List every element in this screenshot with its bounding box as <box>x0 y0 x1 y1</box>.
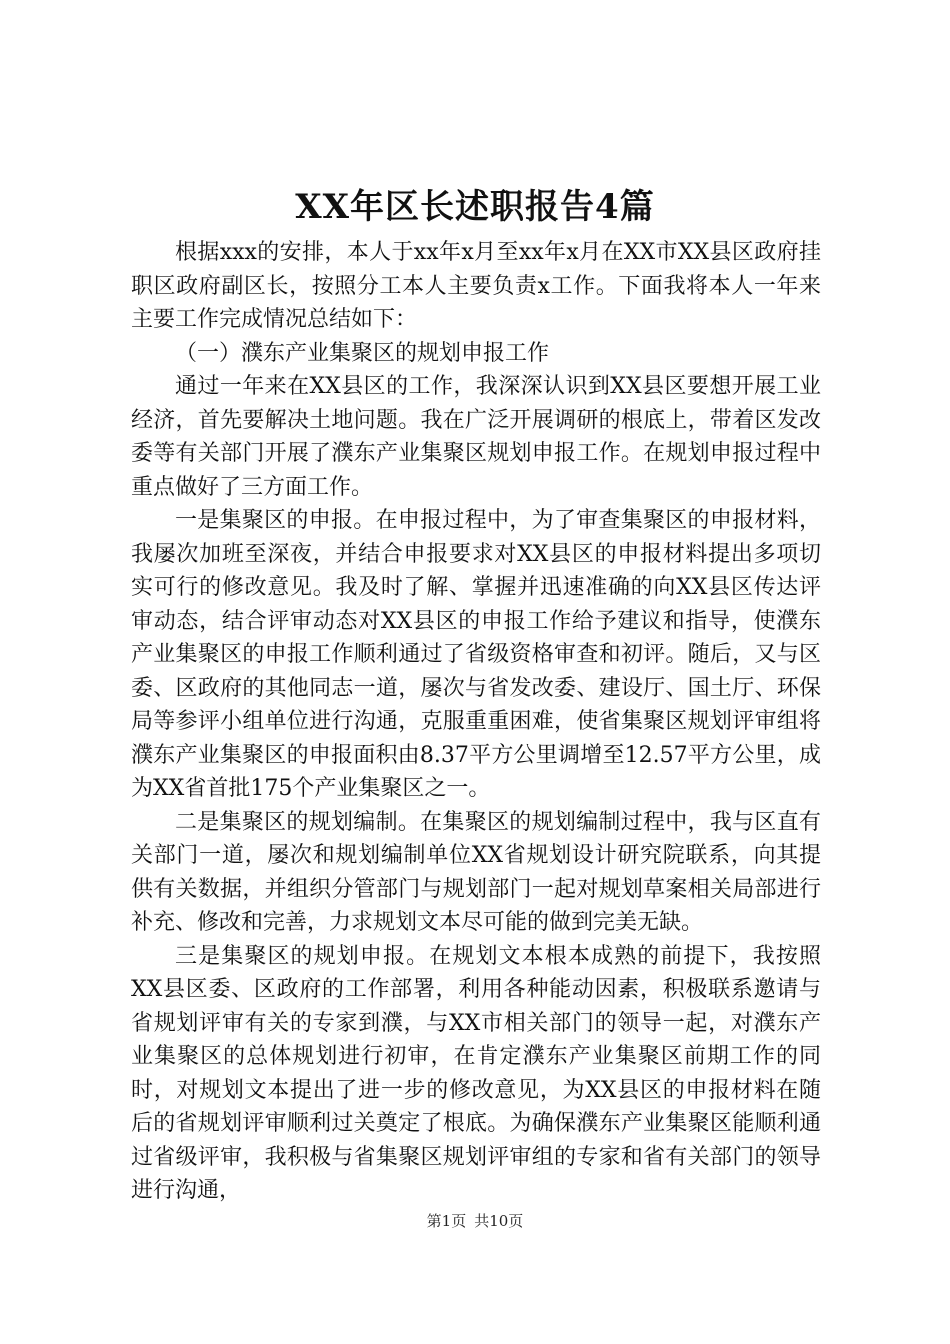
page-total: 共10页 <box>474 1212 524 1230</box>
page-number: 第1页 <box>426 1212 467 1230</box>
paragraph-point-two: 二是集聚区的规划编制。在集聚区的规划编制过程中，我与区直有关部门一道，屡次和规划编制单位XX省规划设计研究院联系，向其提供有关数据，并组织分管部门与规划部门一起对规划草案相关局部进行补充、修改和完善，力求规划文本尽可能的做到完美无缺。 <box>131 809 821 935</box>
paragraph-point-one: 一是集聚区的申报。在申报过程中，为了审查集聚区的申报材料，我屡次加班至深夜，并结合申报要求对XX县区的申报材料提出多项切实可行的修改意见。我及时了解、掌握并迅速准确的向XX县区传达评审动态，结合评审动态对XX县区的申报工作给予建议和指导，使濮东产业集聚区的申报工作顺利通过了省级资格审查和初评。随后，又与区委、区政府的其他同志一道，屡次与省发改委、建设厅、国土厅、环保局等参评小组单位进行沟通，克服重重困难，使省集聚区规划评审组将濮东产业集聚区的申报面积由8.37平方公里调增至12.57平方公里，成为XX省首批175个产业集聚区之一。 <box>131 508 821 801</box>
paragraph-point-three: 三是集聚区的规划申报。在规划文本根本成熟的前提下，我按照XX县区委、区政府的工作部署，利用各种能动因素，积极联系邀请与省规划评审有关的专家到濮，与XX市相关部门的领导一起，对濮东产业集聚区的总体规划进行初审，在肯定濮东产业集聚区前期工作的同时，对规划文本提出了进一步的修改意见，为XX县区的申报材料在随后的省规划评审顺利过关奠定了根底。为确保濮东产业集聚区能顺利通过省级评审，我积极与省集聚区规划评审组的专家和省有关部门的领导进行沟通， <box>131 943 821 1203</box>
paragraph-intro: 根据xxx的安排，本人于xx年x月至xx年x月在XX市XX县区政府挂职区政府副区长，按照分工本人主要负责x工作。下面我将本人一年来主要工作完成情况总结如下： <box>131 240 821 332</box>
section-heading: （一）濮东产业集聚区的规划申报工作 <box>175 340 550 366</box>
document-body <box>131 236 821 1208</box>
document-title: XX年区长述职报告4篇 <box>295 187 655 227</box>
page-footer <box>0 1211 950 1231</box>
paragraph-overview: 通过一年来在XX县区的工作，我深深认识到XX县区要想开展工业经济，首先要解决土地问题。我在广泛开展调研的根底上，带着区发改委等有关部门开展了濮东产业集聚区规划申报工作。在规划申报过程中重点做好了三方面工作。 <box>131 374 821 500</box>
